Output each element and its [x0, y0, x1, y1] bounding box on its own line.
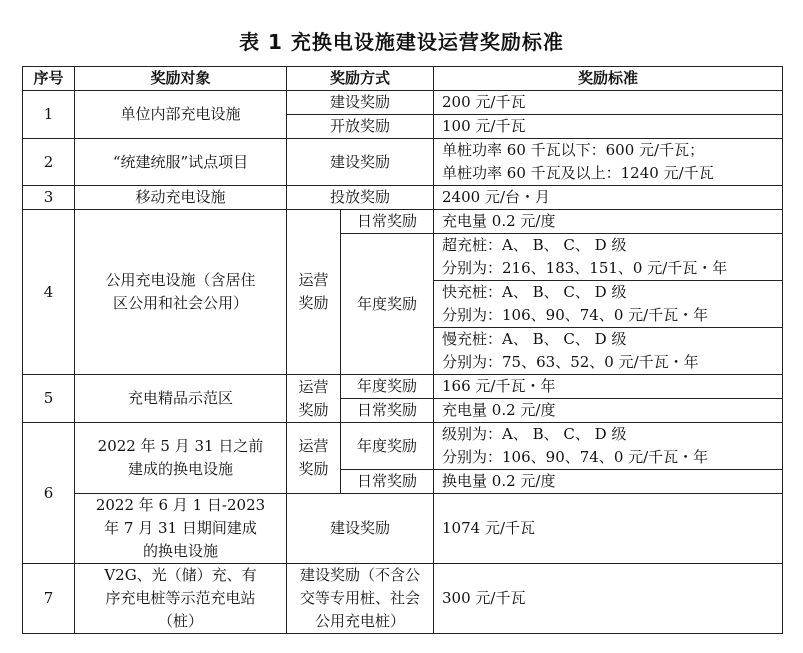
target-cell: 单位内部充电设施 [75, 91, 287, 139]
method-sub-cell: 日常奖励 [341, 399, 434, 423]
header-standard: 奖励标准 [434, 67, 783, 91]
method-sub-cell: 年度奖励 [341, 234, 434, 375]
method-cell: 建设奖励 [287, 91, 434, 115]
standard-cell: 200 元/千瓦 [434, 91, 783, 115]
standard-cell: 超充桩：A、 B、 C、 D 级 分别为：216、183、151、0 元/千瓦・年 [434, 234, 783, 281]
method-sub-cell: 日常奖励 [341, 210, 434, 234]
method-group-cell: 运营 奖励 [287, 210, 341, 375]
target-cell: 2022 年 6 月 1 日-2023 年 7 月 31 日期间建成 的换电设施 [75, 494, 287, 564]
standard-cell: 100 元/千瓦 [434, 115, 783, 139]
method-sub-cell: 年度奖励 [341, 375, 434, 399]
method-cell: 建设奖励 [287, 139, 434, 186]
reward-standards-table [22, 66, 783, 634]
method-cell: 开放奖励 [287, 115, 434, 139]
method-cell: 建设奖励（不含公 交等专用桩、社会 公用充电桩） [287, 564, 434, 634]
table-row [23, 375, 783, 399]
seq-cell: 5 [23, 375, 75, 423]
method-cell: 投放奖励 [287, 186, 434, 210]
header-method: 奖励方式 [287, 67, 434, 91]
standard-cell: 300 元/千瓦 [434, 564, 783, 634]
header-target: 奖励对象 [75, 67, 287, 91]
standard-cell: 1074 元/千瓦 [434, 494, 783, 564]
seq-cell: 1 [23, 91, 75, 139]
method-group-cell: 运营 奖励 [287, 423, 341, 494]
standard-cell: 充电量 0.2 元/度 [434, 210, 783, 234]
standard-cell: 单桩功率 60 千瓦以下：600 元/千瓦； 单桩功率 60 千瓦及以上：1240 元/千瓦 [434, 139, 783, 186]
seq-cell: 7 [23, 564, 75, 634]
table-row [23, 494, 783, 564]
method-group-cell: 运营 奖励 [287, 375, 341, 423]
method-sub-cell: 日常奖励 [341, 470, 434, 494]
header-seq: 序号 [23, 67, 75, 91]
table-row [23, 91, 783, 115]
table-row [23, 210, 783, 234]
standard-cell: 快充桩：A、 B、 C、 D 级 分别为：106、90、74、0 元/千瓦・年 [434, 281, 783, 328]
seq-cell: 3 [23, 186, 75, 210]
table-row [23, 186, 783, 210]
standard-cell: 级别为：A、 B、 C、 D 级 分别为：106、90、74、0 元/千瓦・年 [434, 423, 783, 470]
target-cell: V2G、光（储）充、有 序充电桩等示范充电站 （桩） [75, 564, 287, 634]
standard-cell: 换电量 0.2 元/度 [434, 470, 783, 494]
table-row [23, 564, 783, 634]
standard-cell: 充电量 0.2 元/度 [434, 399, 783, 423]
standard-cell: 慢充桩：A、 B、 C、 D 级 分别为：75、63、52、0 元/千瓦・年 [434, 328, 783, 375]
table-row [23, 139, 783, 186]
target-cell: 移动充电设施 [75, 186, 287, 210]
seq-cell: 2 [23, 139, 75, 186]
table-row [23, 423, 783, 470]
seq-cell: 6 [23, 423, 75, 564]
standard-cell: 166 元/千瓦・年 [434, 375, 783, 399]
seq-cell: 4 [23, 210, 75, 375]
method-cell: 建设奖励 [287, 494, 434, 564]
standard-cell: 2400 元/台・月 [434, 186, 783, 210]
target-cell: “统建统服”试点项目 [75, 139, 287, 186]
target-cell: 充电精品示范区 [75, 375, 287, 423]
target-cell: 2022 年 5 月 31 日之前 建成的换电设施 [75, 423, 287, 494]
target-cell: 公用充电设施（含居住 区公用和社会公用） [75, 210, 287, 375]
method-sub-cell: 年度奖励 [341, 423, 434, 470]
table-title: 表 1 充换电设施建设运营奖励标准 [239, 30, 564, 54]
header-row [23, 67, 783, 91]
